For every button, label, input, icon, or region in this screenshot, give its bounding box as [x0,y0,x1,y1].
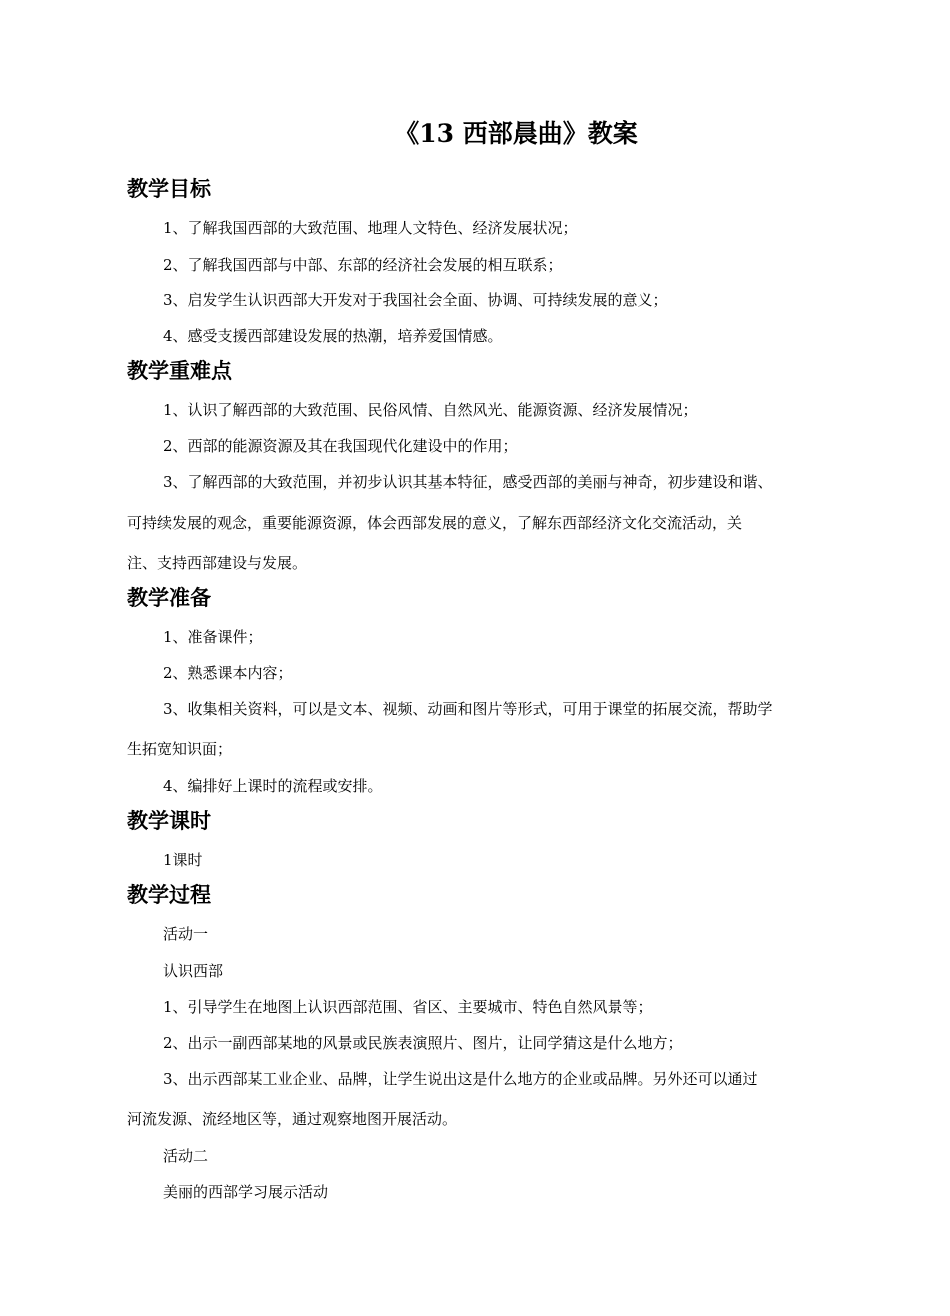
section-heading-hours: 教学课时 [127,809,211,833]
section-heading-preparation: 教学准备 [127,586,211,610]
paragraph: 1、了解我国西部的大致范围、地理人文特色、经济发展状况； [163,219,578,237]
paragraph: 认识西部 [163,962,224,980]
paragraph: 4、编排好上课时的流程或安排。 [163,777,383,795]
paragraph-continuation: 注、支持西部建设与发展。 [127,554,308,572]
paragraph: 活动一 [163,925,209,943]
paragraph: 2、熟悉课本内容； [163,664,293,682]
paragraph: 3、出示西部某工业企业、品牌，让学生说出这是什么地方的企业或品牌。另外还可以通过 [163,1070,758,1088]
section-heading-key-points: 教学重难点 [127,359,232,383]
paragraph-continuation: 可持续发展的观念，重要能源资源，体会西部发展的意义，了解东西部经济文化交流活动，关 [127,514,743,532]
document-title: 《13 西部晨曲》教案 [394,119,638,148]
paragraph: 1、认识了解西部的大致范围、民俗风情、自然风光、能源资源、经济发展情况； [163,401,698,419]
paragraph: 1、准备课件； [163,628,263,646]
paragraph: 1课时 [163,851,203,869]
paragraph-continuation: 河流发源、流经地区等，通过观察地图开展活动。 [127,1110,458,1128]
paragraph: 3、启发学生认识西部大开发对于我国社会全面、协调、可持续发展的意义； [163,291,668,309]
section-heading-process: 教学过程 [127,883,211,907]
paragraph: 美丽的西部学习展示活动 [163,1183,329,1201]
paragraph-continuation: 生拓宽知识面； [127,740,233,758]
paragraph: 3、了解西部的大致范围，并初步认识其基本特征，感受西部的美丽与神奇，初步建设和谐、 [163,473,773,491]
paragraph: 2、出示一副西部某地的风景或民族表演照片、图片，让同学猜这是什么地方； [163,1034,683,1052]
paragraph: 2、西部的能源资源及其在我国现代化建设中的作用； [163,437,518,455]
section-heading-goals: 教学目标 [127,177,211,201]
paragraph: 活动二 [163,1147,209,1165]
paragraph: 4、感受支援西部建设发展的热潮，培养爱国情感。 [163,327,503,345]
paragraph: 3、收集相关资料，可以是文本、视频、动画和图片等形式，可用于课堂的拓展交流，帮助学 [163,700,773,718]
paragraph: 2、了解我国西部与中部、东部的经济社会发展的相互联系； [163,256,563,274]
paragraph: 1、引导学生在地图上认识西部范围、省区、主要城市、特色自然风景等； [163,998,653,1016]
